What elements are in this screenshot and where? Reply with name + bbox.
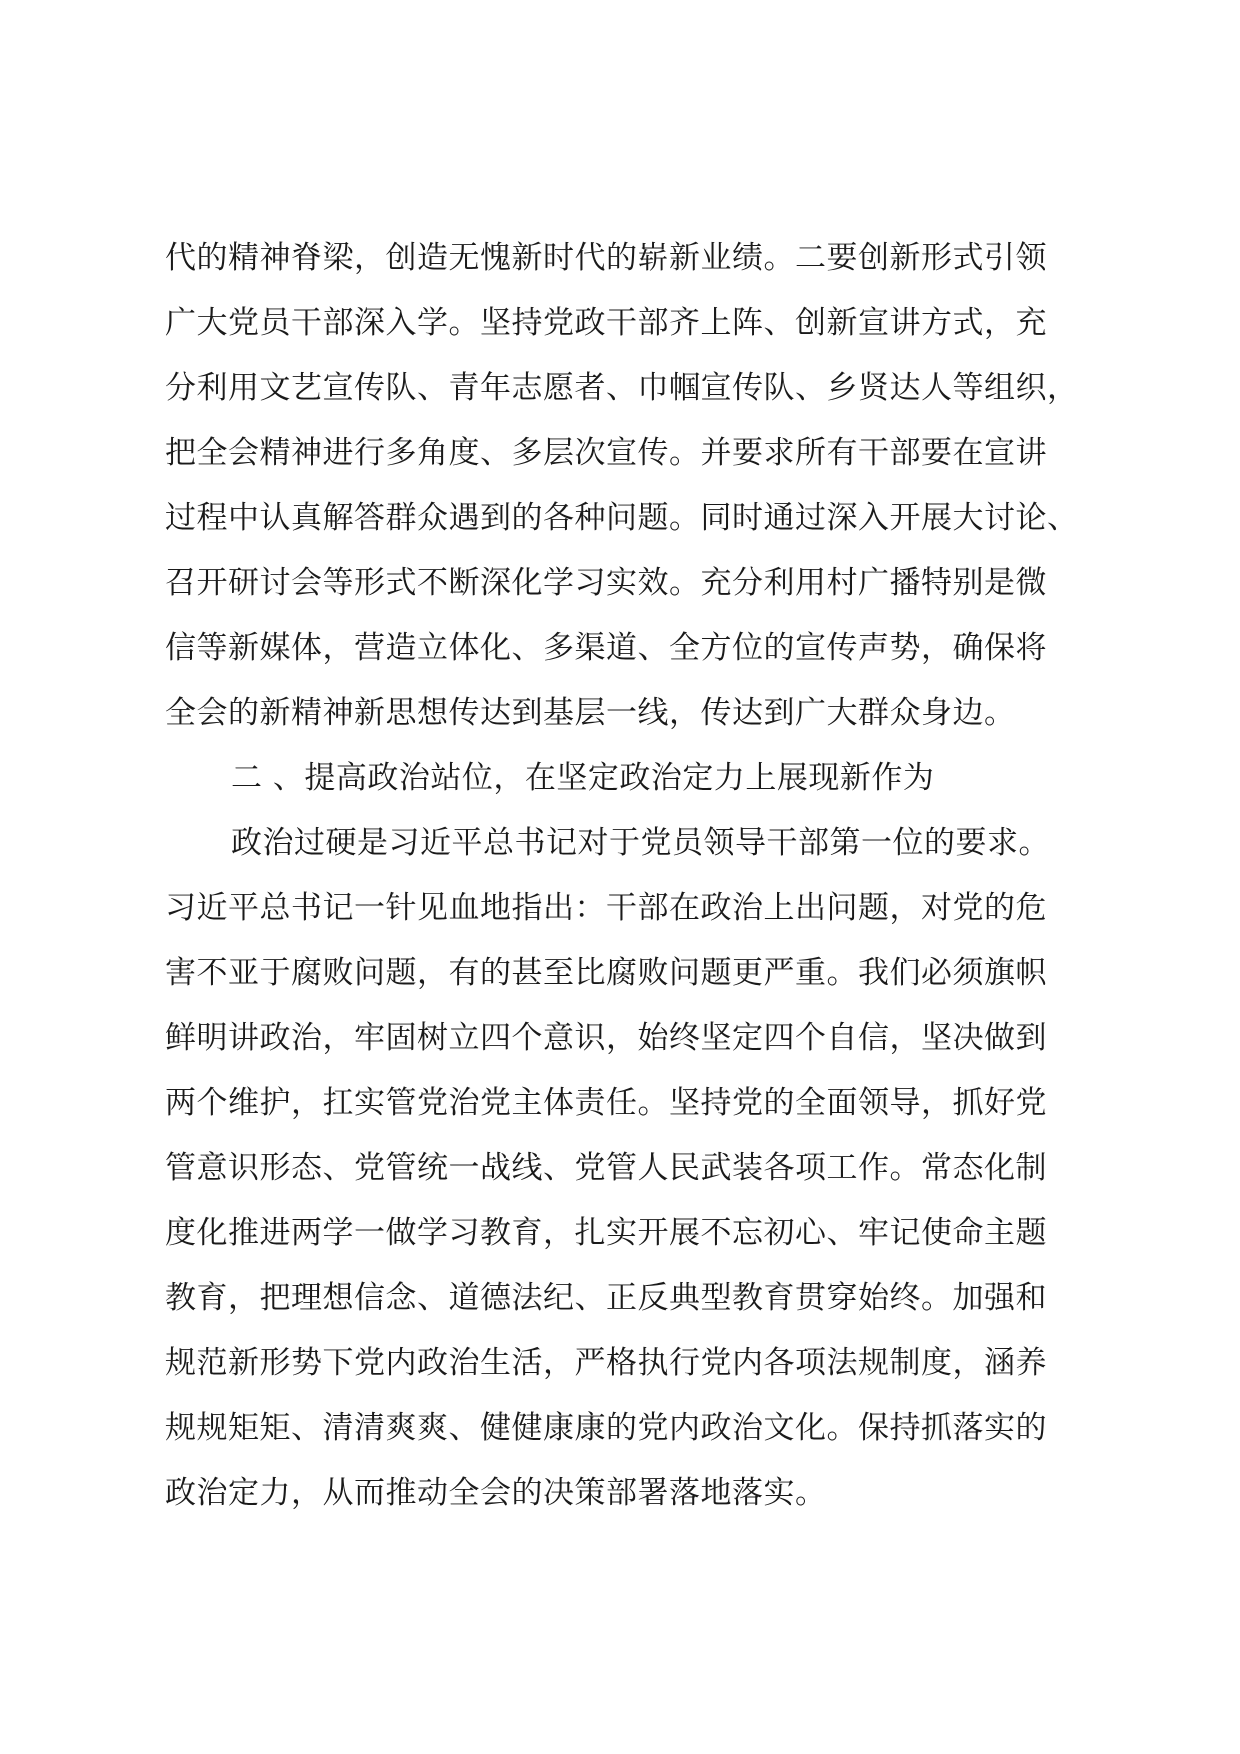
text-line: 广大党员干部深入学。坚持党政干部齐上阵、创新宣讲方式，充 bbox=[165, 305, 1047, 341]
text-line: 鲜明讲政治，牢固树立四个意识，始终坚定四个自信，坚决做到 bbox=[165, 1020, 1047, 1056]
text-line: 代的精神脊梁，创造无愧新时代的崭新业绩。二要创新形式引领 bbox=[165, 240, 1047, 276]
paragraph-first-line: 政治过硬是习近平总书记对于党员领导干部第一位的要求。 bbox=[231, 825, 1050, 861]
text-line: 分利用文艺宣传队、青年志愿者、巾帼宣传队、乡贤达人等组织， bbox=[165, 370, 1079, 406]
text-line: 过程中认真解答群众遇到的各种问题。同时通过深入开展大讨论、 bbox=[165, 500, 1079, 536]
text-line: 信等新媒体，营造立体化、多渠道、全方位的宣传声势，确保将 bbox=[165, 630, 1047, 666]
text-line: 度化推进两学一做学习教育，扎实开展不忘初心、牢记使命主题 bbox=[165, 1215, 1047, 1251]
text-line: 规范新形势下党内政治生活，严格执行党内各项法规制度，涵养 bbox=[165, 1345, 1047, 1381]
text-line: 两个维护，扛实管党治党主体责任。坚持党的全面领导，抓好党 bbox=[165, 1085, 1047, 1121]
text-line: 教育，把理想信念、道德法纪、正反典型教育贯穿始终。加强和 bbox=[165, 1280, 1047, 1316]
body-text bbox=[165, 226, 1095, 1526]
section-heading: 二 、提高政治站位，在坚定政治定力上展现新作为 bbox=[231, 760, 935, 796]
text-line: 召开研讨会等形式不断深化学习实效。充分利用村广播特别是微 bbox=[165, 565, 1047, 601]
text-line: 政治定力，从而推动全会的决策部署落地落实。 bbox=[165, 1475, 827, 1511]
text-line: 规规矩矩、清清爽爽、健健康康的党内政治文化。保持抓落实的 bbox=[165, 1410, 1047, 1446]
text-line: 害不亚于腐败问题，有的甚至比腐败问题更严重。我们必须旗帜 bbox=[165, 955, 1047, 991]
text-line: 把全会精神进行多角度、多层次宣传。并要求所有干部要在宣讲 bbox=[165, 435, 1047, 471]
text-line: 全会的新精神新思想传达到基层一线，传达到广大群众身边。 bbox=[165, 695, 1016, 731]
text-line: 管意识形态、党管统一战线、党管人民武装各项工作。常态化制 bbox=[165, 1150, 1047, 1186]
text-line: 习近平总书记一针见血地指出：干部在政治上出问题，对党的危 bbox=[165, 890, 1047, 926]
